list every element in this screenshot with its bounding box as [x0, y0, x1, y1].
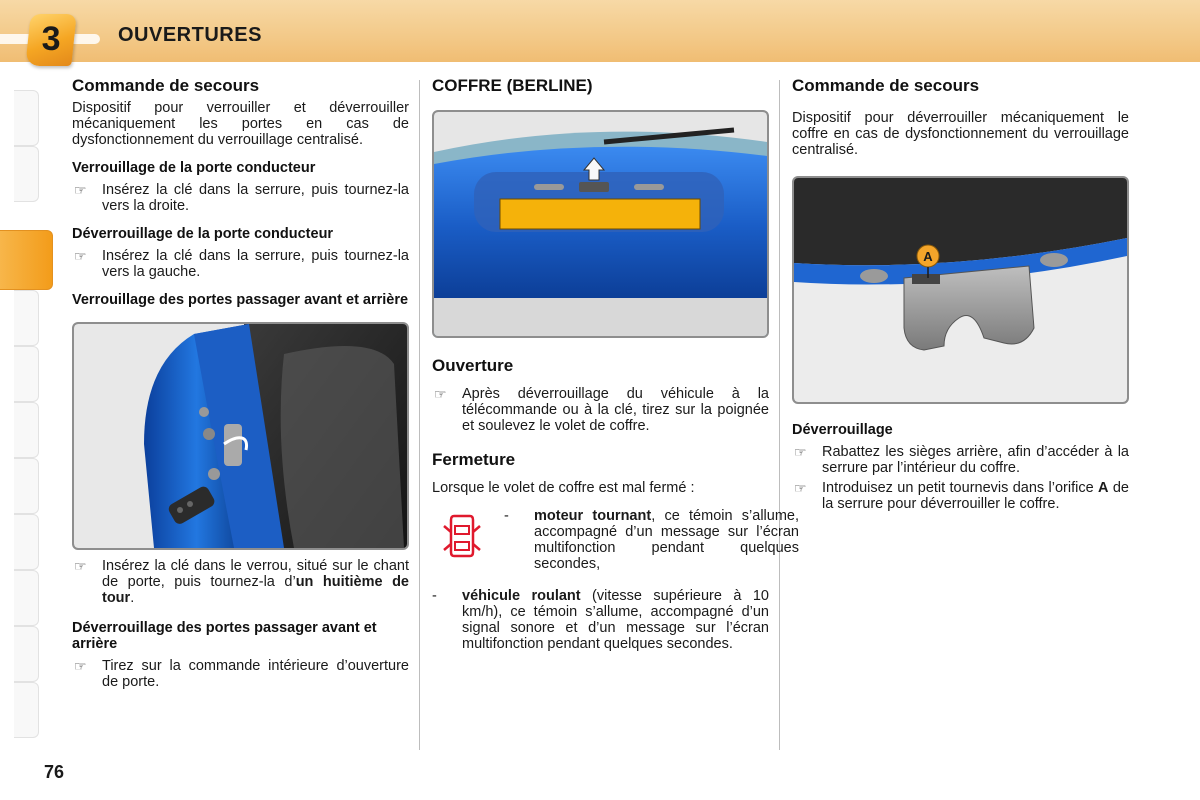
warning-condition: véhicule roulant [462, 588, 581, 604]
pointing-hand-icon: ☞ [74, 558, 87, 574]
trunk-lock-image [794, 178, 1127, 402]
subsection-heading: Ouverture [432, 356, 514, 375]
instruction-text: Insérez la clé dans le verrou, situé sur le chant de porte, puis tournez-la d’ [102, 558, 409, 590]
warning-condition: moteur tournant [534, 508, 652, 524]
subsection-title: Déverrouillage des portes passager avant et arrière [72, 620, 377, 652]
side-tab[interactable] [14, 402, 39, 458]
section-title: Commande de secours [792, 76, 980, 95]
instruction-item [432, 386, 769, 434]
instruction-text: Insérez la clé dans la serrure, puis tournez-la vers la gauche. [102, 248, 409, 280]
pointing-hand-icon: ☞ [434, 386, 447, 402]
instruction-text-end: . [130, 590, 135, 606]
side-tab[interactable] [14, 458, 39, 514]
column-left [72, 76, 409, 690]
intro-text: Dispositif pour verrouiller et déverrouiller mécaniquement les portes en cas de dysfonctionnement du verrouillage centralisé. [72, 100, 409, 148]
chapter-header [0, 0, 1200, 62]
instruction-text: Après déverrouillage du véhicule à la télécommande ou à la clé, tirez sur la poignée et soulevez le volet de coffre. [462, 386, 769, 434]
warning-item [432, 588, 769, 652]
subsection-title: Déverrouillage de la porte conducteur [72, 226, 334, 242]
side-tab[interactable] [14, 626, 39, 682]
chapter-number: 3 [41, 20, 61, 58]
instruction-item [792, 444, 1129, 476]
instruction-text: Tirez sur la commande intérieure d’ouverture de porte. [102, 658, 409, 690]
door-edge-image [74, 324, 407, 548]
side-tab[interactable] [14, 146, 39, 202]
trunk-image [434, 112, 767, 336]
side-tab[interactable] [14, 682, 39, 738]
side-tab[interactable] [14, 570, 39, 626]
warning-text: (vitesse supérieure à 10 km/h), ce témoin s’allume, accompagné d’un signal sonore et d’un message sur l’écran multifonction pendant quelques secondes. [462, 588, 769, 652]
instruction-text: Rabattez les sièges arrière, afin d’accéder à la serrure par l’intérieur du coffre. [822, 444, 1129, 476]
column-middle [432, 76, 799, 652]
instruction-text: Insérez la clé dans la serrure, puis tournez-la vers la droite. [102, 182, 409, 214]
subsection-title: Verrouillage de la porte conducteur [72, 160, 316, 176]
pointing-hand-icon: ☞ [74, 248, 87, 264]
section-title: COFFRE (BERLINE) [432, 76, 593, 95]
instruction-item [72, 248, 409, 280]
column-right [792, 76, 1129, 512]
side-tab[interactable] [14, 514, 39, 570]
chapter-tab [25, 14, 76, 66]
instruction-item [72, 558, 409, 606]
side-tab[interactable] [14, 90, 39, 146]
chapter-title: OUVERTURES [118, 24, 262, 46]
side-tab-active[interactable] [0, 230, 53, 290]
subsection-title: Déverrouillage [792, 422, 893, 438]
subsection-heading: Fermeture [432, 450, 516, 469]
pointing-hand-icon: ☞ [74, 658, 87, 674]
instruction-item [72, 658, 409, 690]
instruction-item [792, 480, 1129, 512]
section-title: Commande de secours [72, 76, 260, 95]
warning-item [504, 508, 799, 572]
side-tab[interactable] [14, 346, 39, 402]
instruction-item [72, 182, 409, 214]
door-lock-illustration [72, 322, 409, 550]
warning-block [432, 508, 799, 584]
dash-marker: - [504, 508, 509, 524]
column-divider [419, 80, 420, 750]
instruction-emphasis: A [1098, 480, 1109, 496]
instruction-text: Introduisez un petit tournevis dans l’orifice [822, 480, 1099, 496]
trunk-handle-illustration [432, 110, 769, 338]
intro-text: Lorsque le volet de coffre est mal fermé : [432, 480, 695, 496]
trunk-lock-illustration [792, 176, 1129, 404]
intro-text: Dispositif pour déverrouiller mécaniquement le coffre en cas de dysfonctionnement du verrouillage centralisé. [792, 110, 1129, 158]
subsection-title: Verrouillage des portes passager avant et arrière [72, 292, 409, 308]
instruction-text-end: de la serrure pour déverrouiller le coffre. [822, 480, 1129, 512]
trunk-open-warning-icon [442, 512, 482, 560]
pointing-hand-icon: ☞ [794, 480, 807, 496]
instruction-emphasis: un huitième de tour [102, 574, 409, 606]
pointing-hand-icon: ☞ [74, 182, 87, 198]
side-index-tabs [14, 90, 40, 720]
dash-marker: - [432, 588, 437, 604]
column-divider [779, 80, 780, 750]
page-number: 76 [44, 762, 65, 782]
callout-a-label: A [923, 249, 933, 264]
side-tab[interactable] [14, 290, 39, 346]
warning-text: , ce témoin s’allume, accompagné d’un message sur l’écran multifonction pendant quelques secondes, [534, 508, 799, 572]
pointing-hand-icon: ☞ [794, 444, 807, 460]
